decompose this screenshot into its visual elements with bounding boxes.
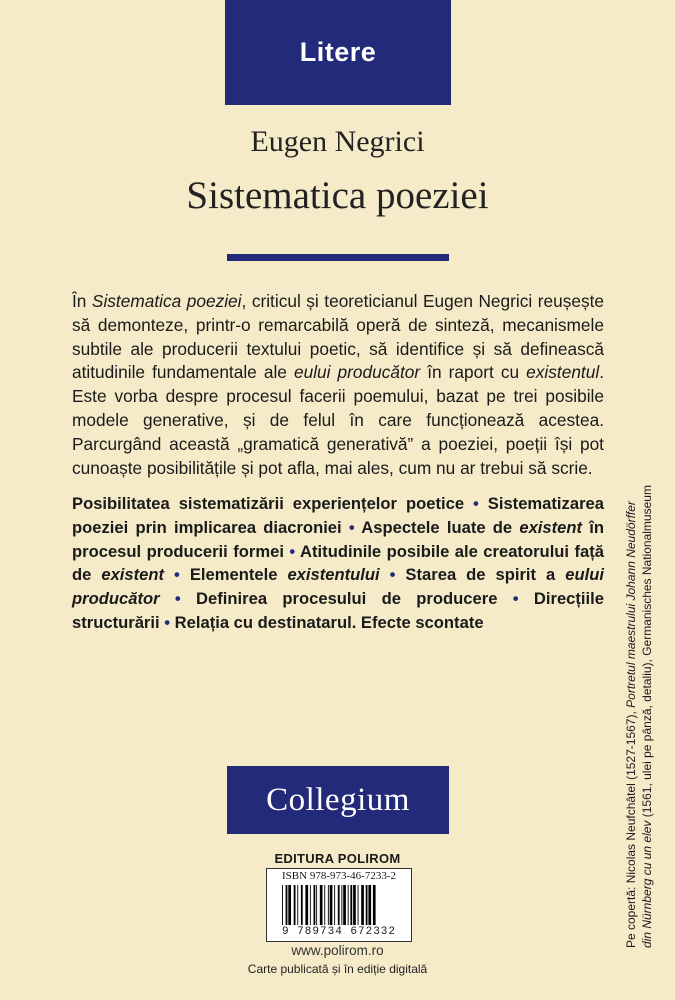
- barcode: [266, 868, 412, 942]
- desc-emphasis-2: eului producător: [293, 362, 421, 383]
- book-title: Sistematica poeziei: [186, 174, 489, 217]
- series-label: Litere: [299, 37, 377, 67]
- bullet-icon: •: [289, 541, 296, 561]
- topic-6: Starea de spirit a: [395, 565, 566, 585]
- credit-emphasis-1: Portretul maestrului Johann Neudörffer: [624, 501, 638, 708]
- bullet-icon: •: [389, 565, 396, 585]
- desc-emphasis-1: Sistematica poeziei: [91, 291, 242, 311]
- cover-image-credit: [624, 248, 655, 948]
- publisher-website: www.polirom.ro: [291, 943, 384, 958]
- bullet-icon: •: [174, 565, 180, 585]
- credit-line-1: [624, 248, 640, 948]
- topic-2: Sistematizarea poeziei prin implicarea diacroniei: [72, 494, 604, 537]
- topic-7: Definirea procesului de producere: [180, 589, 513, 609]
- desc-emphasis-3: existentul: [526, 362, 600, 383]
- topic-8: Direcțiile structurării: [72, 589, 604, 632]
- topic-4-emphasis: existent: [101, 565, 165, 585]
- credit-text-2: (1561, ulei pe pânză, detaliu), Germanisches Nationalmuseum: [639, 485, 654, 821]
- topic-3-cont: în procesul producerii formei: [72, 517, 605, 561]
- book-description: [72, 290, 604, 480]
- bullet-icon: •: [473, 494, 479, 513]
- desc-text-4: . Este vorba despre procesul facerii poemului, bazat pe trei posibile modele generative, și de felul în care funcționează acestea. Parcurgând această „gramatică generativă” a poeziei, poeții își pot cunoaște posibilitățile și pot afla, mai ales, cum nu ar trebui să scrie.: [72, 362, 604, 478]
- series-label-box: [225, 0, 451, 105]
- collection-logo-box: [227, 766, 449, 834]
- barcode-bars: [281, 885, 397, 925]
- barcode-digits: 9 789734 672332: [281, 926, 397, 938]
- bullet-icon: •: [174, 589, 181, 609]
- topic-9: Relația cu destinatarul. Efecte scontate: [170, 612, 484, 632]
- isbn-number: ISBN 978-973-46-7233-2: [282, 870, 396, 882]
- topic-3: Aspectele luate de: [354, 517, 520, 537]
- topics-list: [72, 492, 604, 635]
- credit-text-1: Pe copertă: Nicolas Neufchâtel (1527-1567),: [624, 707, 638, 948]
- credit-emphasis-2: din Nürnberg cu un elev: [639, 820, 654, 948]
- topic-6-emphasis: eului producător: [72, 565, 604, 609]
- credit-line-2: [640, 248, 656, 948]
- topic-4: Atitudinile posibile ale creatorului față de: [72, 541, 605, 585]
- topic-5-emphasis: existentului: [287, 565, 380, 585]
- desc-text-1: În: [72, 291, 92, 311]
- topic-3-emphasis: existent: [519, 517, 583, 537]
- title-divider: [227, 254, 449, 261]
- digital-edition-note: Carte publicată și în ediție digitală: [247, 962, 428, 976]
- publisher-name: EDITURA POLIROM: [274, 851, 401, 866]
- author-name: Eugen Negrici: [250, 125, 425, 158]
- desc-text-2: , criticul și teoreticianul Eugen Negrici reușește să demonteze, printr-o remarcabilă operă de sinteză, mecanismele subtile ale producerii textului poetic, să identifice și să definească atitudinile fundamentale ale: [72, 291, 604, 383]
- desc-text-3: în raport cu: [420, 362, 527, 383]
- topic-1: Posibilitatea sistematizării experiențelor poetice: [72, 494, 473, 513]
- collection-label: Collegium: [266, 781, 410, 818]
- bullet-icon: •: [164, 612, 171, 632]
- bullet-icon: •: [512, 589, 519, 609]
- bullet-icon: •: [348, 517, 355, 537]
- topic-5: Elementele: [179, 565, 288, 585]
